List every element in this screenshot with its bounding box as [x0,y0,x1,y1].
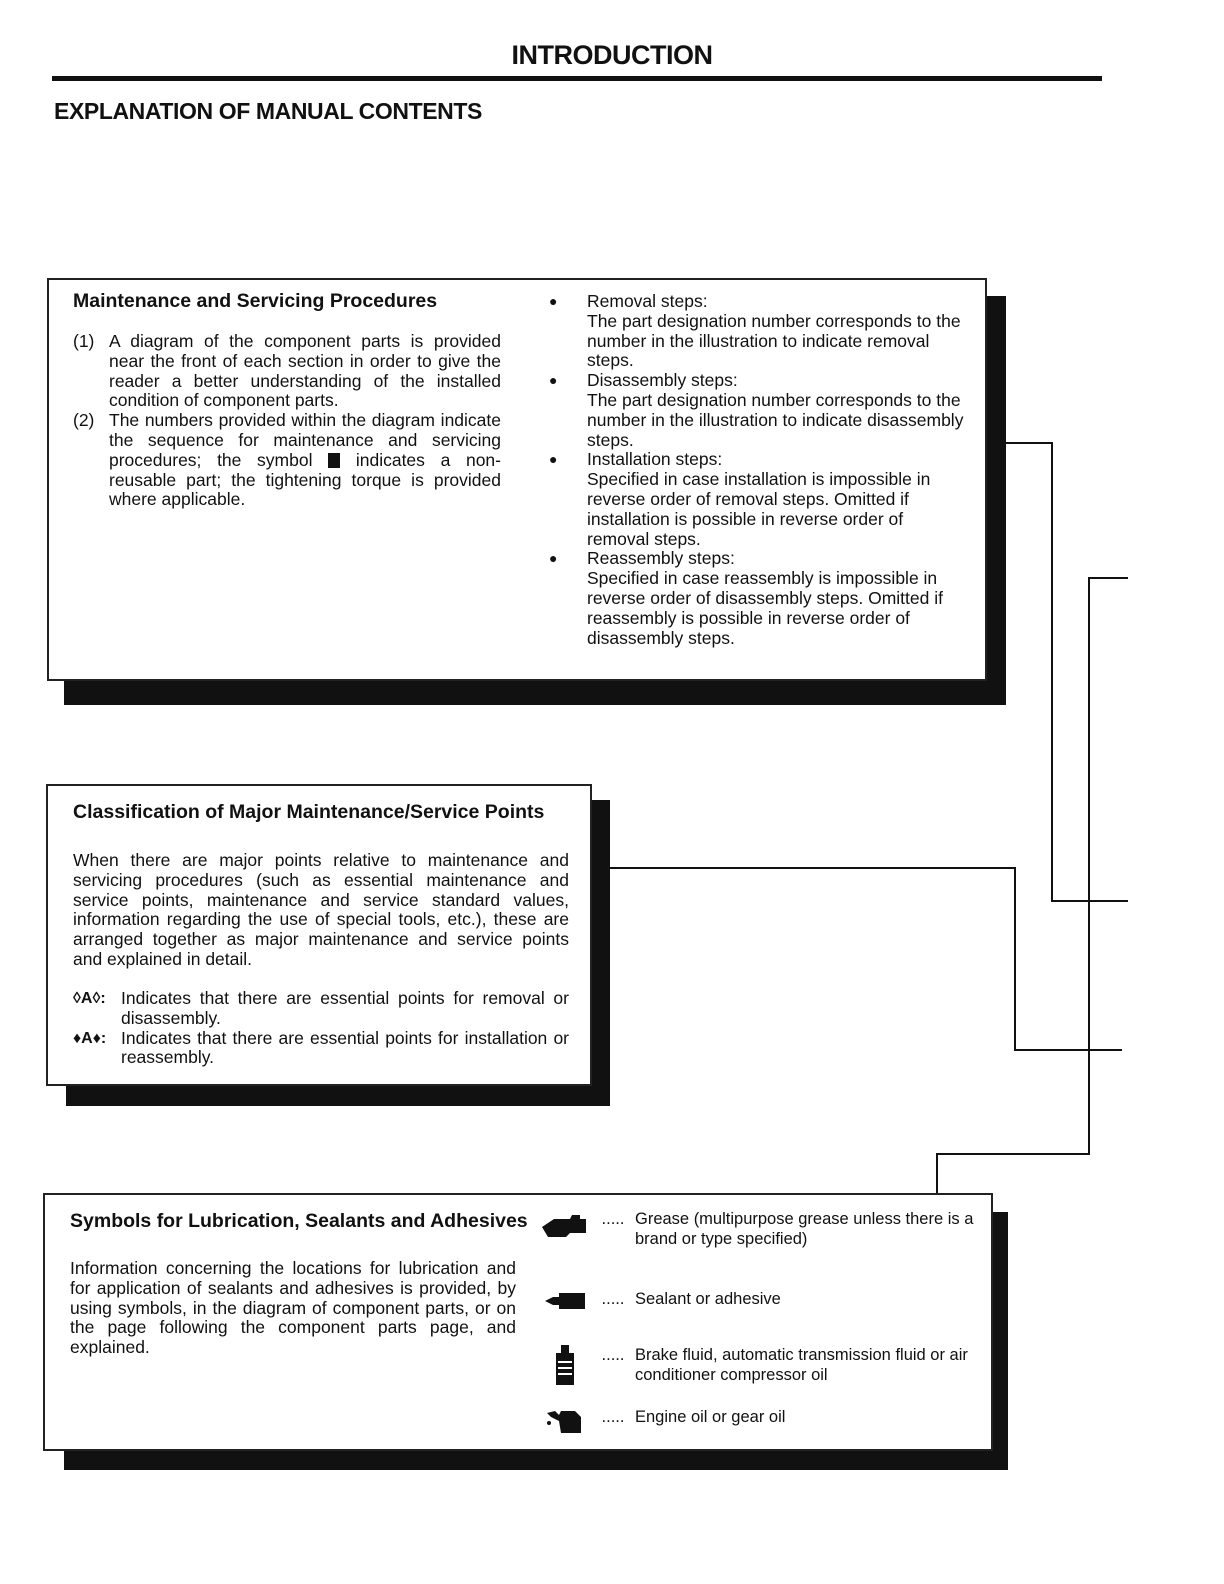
symbol-row [539,1407,979,1447]
list-item [73,332,501,411]
connector-line [1051,442,1053,902]
item-number: (1) [73,331,95,351]
box-body: Information concerning the locations for lubrication and for application of sealants and adhesives is provided, by using symbols, in the diagram of component parts, or on the page following the component parts page, and explained. [70,1258,516,1358]
step-label: Removal steps: [587,291,708,311]
fluid-bottle-icon [539,1345,591,1387]
list-item [547,371,965,450]
steps-list [547,292,965,648]
bullet-icon: ● [549,550,558,567]
box-heading: Maintenance and Servicing Procedures [73,290,438,312]
installation-mark-icon: ♦A♦: [73,1029,107,1047]
numbered-list [73,332,501,510]
section-heading: EXPLANATION OF MANUAL CONTENTS [54,98,482,124]
dot-leader: ..... [601,1210,625,1228]
title-rule [52,76,1102,81]
step-text: Specified in case reassembly is impossible in reverse order of disassembly steps. Omitted if reassembly is possible in reverse order of disassembly steps. [587,568,943,648]
symbol-row [539,1289,979,1345]
connector-line [936,1153,1090,1155]
bullet-icon: ● [549,293,558,309]
connector-line [1088,577,1090,1155]
connector-line [1000,442,1053,444]
mark-row [73,1029,569,1069]
item-text: The numbers provided within the diagram indicate the sequence for maintenance and servicing procedures; the symbol indicates a non-reusable part; the tightening torque is provided where applicable. [109,410,501,510]
lubrication-symbols-box [43,1193,993,1451]
connector-line [1014,867,1016,1051]
mark-row [73,989,569,1029]
mark-text: Indicates that there are essential points for installation or reassembly. [121,1027,569,1068]
list-item [547,292,965,371]
list-item [547,450,965,549]
step-text: The part designation number corresponds to the number in the illustration to indicate disassembly steps. [587,389,964,450]
service-points-box [46,784,592,1086]
dot-leader: ..... [601,1290,625,1308]
grease-gun-icon [539,1209,591,1241]
item-number: (2) [73,410,95,431]
connector-line [600,867,1016,869]
maintenance-procedures-box [47,278,987,681]
non-reusable-part-icon [328,453,340,468]
symbol-text: Sealant or adhesive [635,1290,781,1308]
box-heading: Classification of Major Maintenance/Service Points [73,801,545,823]
sealant-tube-icon [539,1289,591,1321]
page-title: INTRODUCTION [511,40,713,70]
symbol-text: Brake fluid, automatic transmission fluid or air conditioner compressor oil [635,1346,968,1384]
symbol-text: Engine oil or gear oil [635,1408,786,1426]
dot-leader: ..... [601,1408,625,1426]
step-text: The part designation number corresponds to the number in the illustration to indicate removal steps. [587,310,961,371]
bullet-icon: ● [549,451,558,468]
connector-line [1088,577,1128,579]
list-item [73,411,501,510]
symbol-row [539,1345,979,1407]
bullet-icon: ● [549,372,558,389]
list-item [547,549,965,648]
item-text: A diagram of the component parts is provided near the front of each section in order to give the reader a better understanding of the installed condition of component parts. [109,331,501,411]
dot-leader: ..... [601,1346,625,1364]
connector-line [936,1153,938,1195]
oil-can-icon [539,1407,591,1439]
step-label: Installation steps: [587,449,723,470]
step-text: Specified in case installation is impossible in reverse order of removal steps. Omitted if installation is possible in reverse order of removal steps. [587,469,931,549]
symbol-text: Grease (multipurpose grease unless there is a brand or type specified) [635,1210,974,1248]
marks-list [73,989,569,1068]
step-label: Disassembly steps: [587,370,738,391]
box-heading: Symbols for Lubrication, Sealants and Adhesives [70,1210,528,1232]
symbol-list [539,1209,979,1447]
step-label: Reassembly steps: [587,548,735,569]
connector-line [1014,1049,1122,1051]
mark-text: Indicates that there are essential points for removal or disassembly. [121,988,569,1028]
box-body: When there are major points relative to maintenance and servicing procedures (such as essential maintenance and service points, maintenance and service standard values, information regarding the use of special tools, etc.), these are arranged together as major maintenance and service points and explained in detail. [73,850,569,969]
removal-mark-icon: ◊A◊: [73,990,106,1007]
symbol-row [539,1209,979,1289]
